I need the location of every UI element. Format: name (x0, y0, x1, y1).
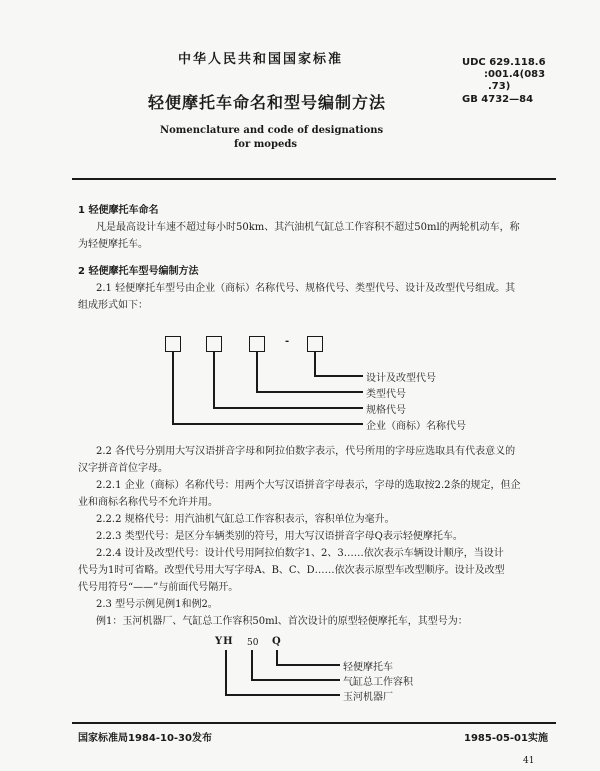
clause-2-1-line1: 2.1 轻便摩托车型号由企业（商标）名称代号、规格代号、类型代号、设计及改型代号组成。其 (96, 283, 516, 294)
clause-2-2-4-line3: 代号用符号“——”与前面代号隔开。 (78, 582, 239, 593)
code-box-type (249, 336, 265, 352)
example-type-code: Q (272, 636, 281, 647)
clause-2-2-4-line2: 代号为1时可省略。改型代号用大写字母A、B、C、D……依次表示原型车改型顺序。设计及改型 (78, 565, 505, 576)
clause-2-2-4-line1: 2.2.4 设计及改型代号：设计代号用阿拉伯数字1、2、3……依次表示车辆设计顺序，当设计 (96, 548, 504, 559)
connector-enterprise-h (172, 423, 363, 425)
english-title-line1: Nomenclature and code of designations (160, 125, 384, 136)
example-connector-displacement-h (251, 679, 340, 681)
connector-design-v (314, 352, 316, 376)
example-connector-displacement-v (251, 650, 253, 680)
code-box-enterprise (165, 336, 181, 352)
gb-number: GB 4732—84 (462, 94, 534, 105)
connector-design-h (314, 375, 363, 377)
connector-type-h (256, 391, 363, 393)
english-title-line2: for mopeds (234, 139, 297, 150)
label-spec-code: 规格代号 (366, 405, 406, 416)
clause-2-2-2: 2.2.2 规格代号：用汽油机气缸总工作容积表示，容积单位为毫升。 (96, 514, 395, 525)
label-enterprise-code: 企业（商标）名称代号 (366, 421, 466, 432)
udc-code-line3: .73) (488, 81, 511, 92)
clause-2-2-1-line2: 业和商标名称代号不允许并用。 (78, 497, 218, 508)
example-enterprise-code: YH (215, 636, 234, 647)
connector-type-v (256, 352, 258, 392)
udc-code-line1: UDC 629.118.6 (462, 57, 546, 68)
example-label-moped: 轻便摩托车 (343, 662, 393, 673)
connector-spec-h (213, 407, 363, 409)
footer-divider (72, 722, 556, 724)
effective-date: 1985-05-01实施 (464, 733, 548, 744)
document-title: 轻便摩托车命名和型号编制方法 (148, 93, 387, 112)
section-1-text-line2: 为轻便摩托车。 (78, 239, 148, 250)
clause-2-2-line2: 汉字拼音首位字母。 (78, 463, 168, 474)
connector-spec-v (213, 352, 215, 408)
label-type-code: 类型代号 (366, 389, 406, 400)
code-box-spec (206, 336, 222, 352)
example-label-displacement: 气缸总工作容积 (343, 677, 413, 688)
clause-2-2-1-line1: 2.2.1 企业（商标）名称代号：用两个大写汉语拼音字母表示，字母的选取按2.2条的规定，但企 (96, 480, 521, 491)
section-2-heading: 2 轻便摩托车型号编制方法 (78, 266, 199, 277)
section-1-text-line1: 凡是最高设计车速不超过每小时50km、其汽油机气缸总工作容积不超过50ml的两轮机动车，称 (96, 222, 520, 233)
issue-date: 国家标准局1984-10-30发布 (78, 733, 212, 744)
connector-enterprise-v (172, 352, 174, 424)
clause-2-1-line2: 组成形式如下： (78, 300, 148, 311)
section-1-heading: 1 轻便摩托车命名 (78, 205, 159, 216)
clause-2-2-line1: 2.2 各代号分别用大写汉语拼音字母和阿拉伯数字表示，代号所用的字母应选取具有代表意义的 (96, 446, 516, 457)
clause-2-3: 2.3 型号示例见例1和例2。 (96, 599, 218, 610)
example-label-enterprise: 玉河机器厂 (343, 692, 393, 703)
label-design-code: 设计及改型代号 (366, 373, 436, 384)
example-connector-type-h (276, 664, 340, 666)
example-1-text: 例1：玉河机器厂、气缸总工作容积50ml、首次设计的原型轻便摩托车，其型号为： (96, 616, 468, 627)
header-divider (72, 178, 556, 180)
code-box-design (307, 336, 323, 352)
standard-title: 中华人民共和国国家标准 (178, 52, 344, 67)
example-connector-enterprise-v (225, 650, 227, 695)
clause-2-2-3: 2.2.3 类型代号：是区分车辆类别的符号，用大写汉语拼音字母Q表示轻便摩托车。 (96, 531, 463, 542)
example-displacement-code: 50 (247, 638, 259, 648)
code-dash: - (285, 336, 290, 347)
example-connector-type-v (276, 650, 278, 665)
udc-code-line2: :001.4(083 (484, 69, 546, 80)
page-number: 41 (523, 756, 535, 766)
example-connector-enterprise-h (225, 694, 340, 696)
